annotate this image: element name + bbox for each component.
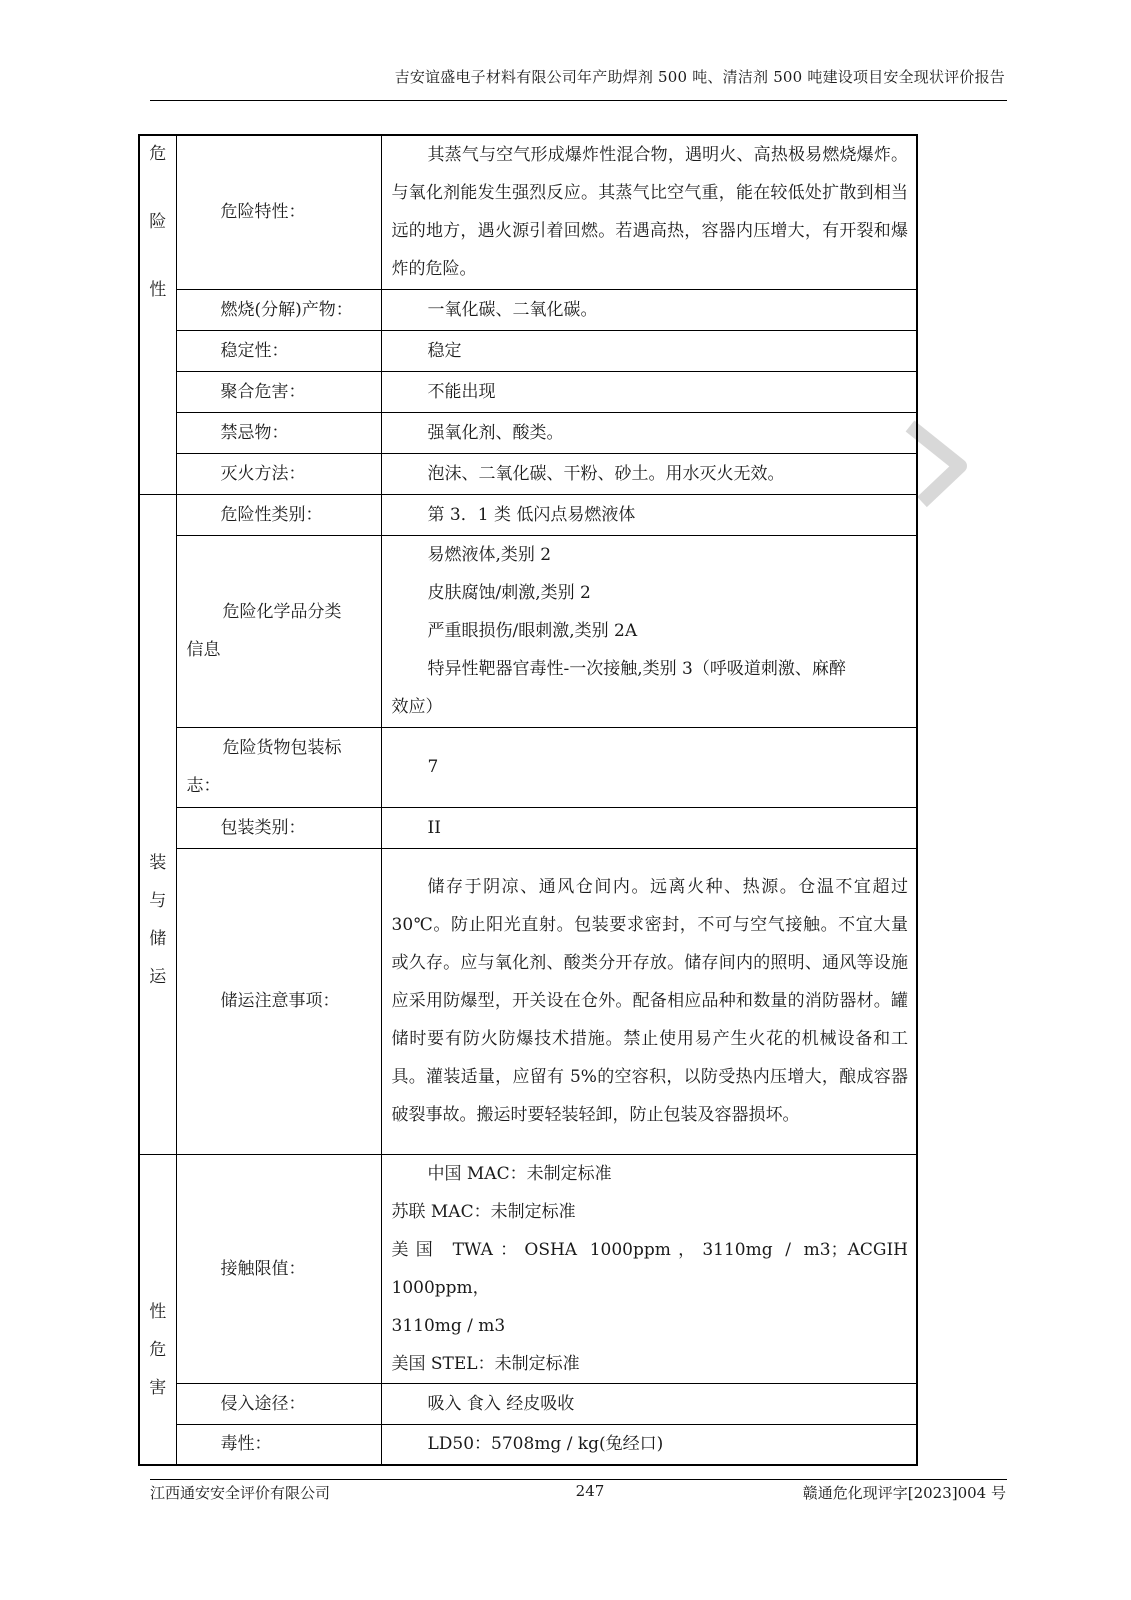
ghs-line: 易燃液体,类别 2 [427, 545, 552, 565]
section-char: 装 [149, 853, 167, 873]
section-health [139, 1154, 176, 1465]
table-row [139, 535, 917, 727]
value-storage-notes: 储存于阴凉、通风仓间内。远离火种、热源。仓温不宜超过 30℃。防止阳光直射。包装要求密封，不可与空气接触。不宜大量或久存。应与氧化剂、酸类分开存放。储存间内的照明、通风等设施应采用防爆型，开关设在仓外。配备相应品种和数量的消防器材。罐储时要有防火防爆技术措施。禁止使用易产生火花的机械设备和工具。灌装适量，应留有 5%的空容积，以防受热内压增大，酿成容器破裂事故。搬运时要轻装轻卸，防止包装及容器损坏。 [381, 848, 917, 1154]
label-exposure: 接触限值： [176, 1154, 381, 1383]
section-hazard [139, 135, 176, 494]
section-storage [139, 494, 176, 1154]
value-extinguish: 泡沫、二氧化碳、干粉、砂土。用水灭火无效。 [381, 453, 917, 494]
table-row [139, 330, 917, 371]
page-number: 247 [575, 1482, 605, 1500]
label-route: 侵入途径： [176, 1383, 381, 1424]
value-combustion: 一氧化碳、二氧化碳。 [381, 289, 917, 330]
report-title: 吉安谊盛电子材料有限公司年产助焊剂 500 吨、清洁剂 500 吨建设项目安全现状评价报告 [394, 68, 1005, 86]
table-row [139, 727, 917, 807]
value-pack-class: II [381, 807, 917, 848]
section-char: 与 [149, 891, 167, 911]
table-row [139, 289, 917, 330]
value-exposure [381, 1154, 917, 1383]
value-stability: 稳定 [381, 330, 917, 371]
section-char: 储 [149, 929, 167, 949]
label-ghs [176, 535, 381, 727]
section-char: 性 [149, 1302, 167, 1323]
section-char: 危 [149, 1340, 167, 1361]
footer-doc-number: 赣通危化现评字[2023]004 号 [802, 1484, 1006, 1502]
table-row [139, 494, 917, 535]
exposure-line: 中国 MAC：未制定标准 [427, 1163, 612, 1184]
footer-rule [150, 1479, 1007, 1480]
header-rule [150, 100, 1007, 101]
exposure-line: 3110mg / m3 [391, 1315, 506, 1336]
exposure-line: 苏联 MAC：未制定标准 [391, 1201, 576, 1222]
value-hazard-props: 其蒸气与空气形成爆炸性混合物，遇明火、高热极易燃烧爆炸。与氧化剂能发生强烈反应。其蒸气比空气重，能在较低处扩散到相当远的地方，遇火源引着回燃。若遇高热，容器内压增大，有开裂和爆炸的危险。 [381, 135, 917, 289]
label-pack-mark [176, 727, 381, 807]
section-char: 害 [149, 1378, 167, 1399]
table-row [139, 807, 917, 848]
label-pack-mark-line: 志： [186, 776, 221, 796]
label-stability: 稳定性： [176, 330, 381, 371]
exposure-line: 美国 STEL：未制定标准 [391, 1353, 580, 1374]
label-hazard-class: 危险性类别： [176, 494, 381, 535]
table-row [139, 1424, 917, 1465]
section-char: 运 [149, 967, 167, 987]
ghs-line: 特异性靶器官毒性-一次接触,类别 3（呼吸道刺激、麻醉 [427, 659, 846, 679]
ghs-line: 皮肤腐蚀/刺激,类别 2 [427, 583, 591, 603]
label-ghs-line: 信息 [186, 640, 221, 660]
label-pack-class: 包装类别： [176, 807, 381, 848]
value-route: 吸入 食入 经皮吸收 [381, 1383, 917, 1424]
table-row [139, 412, 917, 453]
label-hazard-props: 危险特性： [176, 135, 381, 289]
msds-table [138, 134, 918, 1466]
footer-company: 江西通安安全评价有限公司 [150, 1484, 331, 1502]
value-hazard-class: 第 3．1 类 低闪点易燃液体 [381, 494, 917, 535]
section-char: 险 [149, 212, 167, 232]
value-toxicity: LD50：5708mg / kg(兔经口) [381, 1424, 917, 1465]
label-storage-notes: 储运注意事项： [176, 848, 381, 1154]
label-toxicity: 毒性： [176, 1424, 381, 1465]
ghs-line: 严重眼损伤/眼刺激,类别 2A [427, 621, 638, 641]
label-taboo: 禁忌物： [176, 412, 381, 453]
table-row [139, 135, 917, 289]
ghs-line: 效应） [391, 697, 443, 717]
table-row [139, 848, 917, 1154]
table-row [139, 1383, 917, 1424]
table-row [139, 453, 917, 494]
value-taboo: 强氧化剂、酸类。 [381, 412, 917, 453]
value-ghs [381, 535, 917, 727]
value-pack-mark: 7 [381, 727, 917, 807]
label-ghs-line: 危险化学品分类 [222, 602, 342, 622]
label-pack-mark-line: 危险货物包装标 [222, 738, 342, 758]
table-row [139, 1154, 917, 1383]
label-extinguish: 灭火方法： [176, 453, 381, 494]
section-char: 性 [149, 280, 167, 300]
exposure-line: 美国 TWA：OSHA 1000ppm，3110mg / m3；ACGIH 1000ppm， [391, 1239, 908, 1298]
label-combustion: 燃烧(分解)产物： [176, 289, 381, 330]
table-row [139, 371, 917, 412]
label-polymer: 聚合危害： [176, 371, 381, 412]
section-char: 危 [149, 144, 167, 164]
value-polymer: 不能出现 [381, 371, 917, 412]
